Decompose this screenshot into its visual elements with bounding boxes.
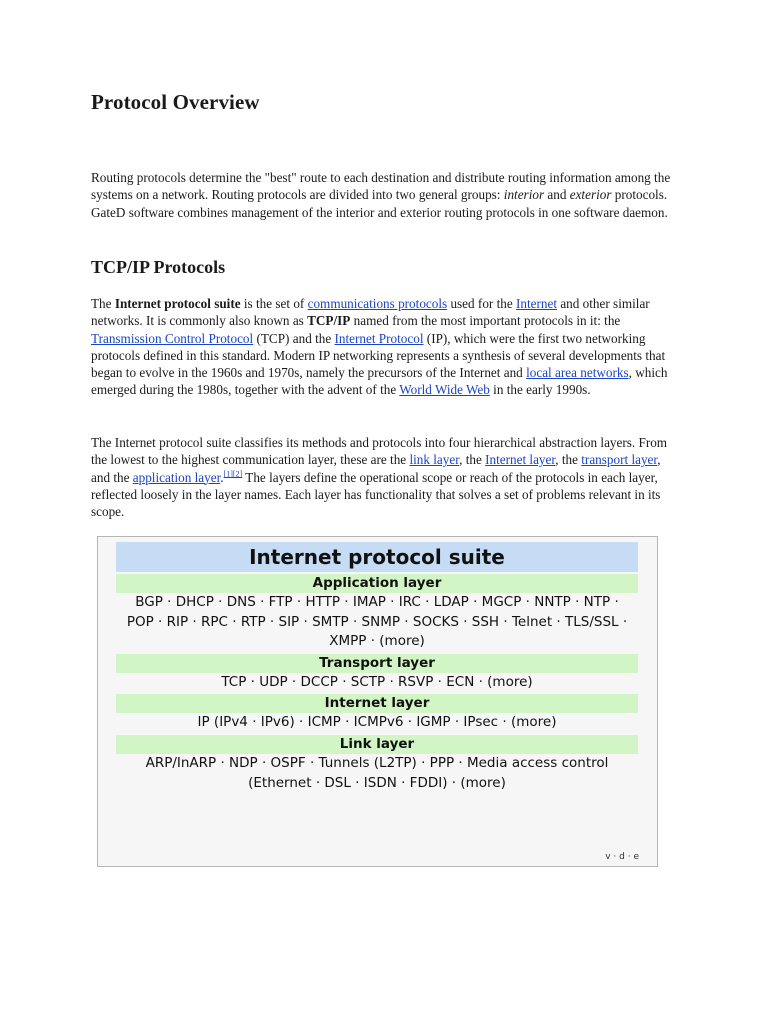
bold-term: Internet protocol suite [114,296,241,311]
link-local-area-networks[interactable]: local area networks [526,365,629,381]
layers-paragraph [91,434,681,520]
text-run: is the set of [240,296,308,311]
section-heading: TCP/IP Protocols [91,257,226,277]
text-run: and other similar networks. It is commonly also known as [91,296,650,329]
layer-header-link: Link layer [116,735,638,754]
intro-paragraph [91,169,681,221]
layer-protocols-application: BGP · DHCP · DNS · FTP · HTTP · IMAP · IRC · LDAP · MGCP · NNTP · NTP · POP · RIP · RPC · RTP · SIP · SMTP · SNMP · SOCKS · SSH · Telnet · TLS/SSL · XMPP · (more) [126,594,628,650]
link-link-layer[interactable]: link layer [409,452,460,468]
text-run: (IP), which were the first two networking protocols defined in this standard. Modern IP networking represents a synthesis of several developments that began to evolve in the 1960s and 1970s, namely the precursors of the Internet and [91,330,666,381]
text-run: in the early 1990s. [489,382,591,398]
text-run: and [544,187,570,203]
link-internet-protocol[interactable]: Internet Protocol [334,330,424,346]
link-communications-protocols[interactable]: communications protocols [307,296,448,311]
protocol-suite-infobox [97,536,658,867]
text-run: . [220,469,224,485]
italic-exterior: exterior [569,187,612,203]
text-run: Routing protocols determine the "best" route to each destination and distribute routing information among the systems on a network. Routing protocols are divided into two general groups: [91,170,671,203]
text-run: The layers define the operational scope or reach of the protocols in each layer, reflected loosely in the layer names. Each layer has functionality that solves a set of problems relevant in its scope. [91,469,661,520]
text-run: , which emerged during the 1980s, together with the advent of the [91,365,668,398]
citation-link[interactable]: [1][2] [223,469,243,479]
vde-links[interactable]: v · d · e [605,852,639,862]
link-world-wide-web[interactable]: World Wide Web [399,382,490,398]
layer-protocols-transport: TCP · UDP · DCCP · SCTP · RSVP · ECN · (more) [221,673,533,690]
link-transmission-control-protocol[interactable]: Transmission Control Protocol [91,330,254,346]
layer-protocols-internet: IP (IPv4 · IPv6) · ICMP · ICMPv6 · IGMP · IPsec · (more) [197,714,557,731]
text-run: (TCP) and the [253,330,335,346]
layer-header-transport: Transport layer [116,654,638,673]
infobox-content [116,542,638,793]
text-run: used for the [447,296,517,311]
text-run: , and the [91,452,661,485]
link-internet-layer[interactable]: Internet layer [485,452,556,468]
bold-term: TCP/IP [307,313,351,329]
link-application-layer[interactable]: application layer [132,469,221,485]
link-transport-layer[interactable]: transport layer [581,452,658,468]
text-run: The Internet protocol suite classifies its methods and protocols into four hierarchical abstraction layers. From the lowest to the highest communication layer, these are the [91,435,668,468]
text-run: protocols. GateD software combines management of the interior and exterior routing protocols in one software daemon. [91,187,668,220]
tcpip-paragraph [91,295,681,399]
link-internet[interactable]: Internet [516,296,558,311]
layer-protocols-link: ARP/InARP · NDP · OSPF · Tunnels (L2TP) · PPP · Media access control (Ethernet · DSL · ISDN · FDDI) · (more) [145,754,609,791]
italic-interior: interior [503,187,545,203]
layer-header-internet: Internet layer [116,694,638,713]
infobox-title: Internet protocol suite [116,542,638,572]
text-run: named from the most important protocols in it: the [350,313,621,329]
text-run: , the [555,452,582,468]
page-title: Protocol Overview [91,90,260,114]
layer-header-application: Application layer [116,574,638,593]
text-run: The [91,296,115,311]
text-run: , the [459,452,486,468]
